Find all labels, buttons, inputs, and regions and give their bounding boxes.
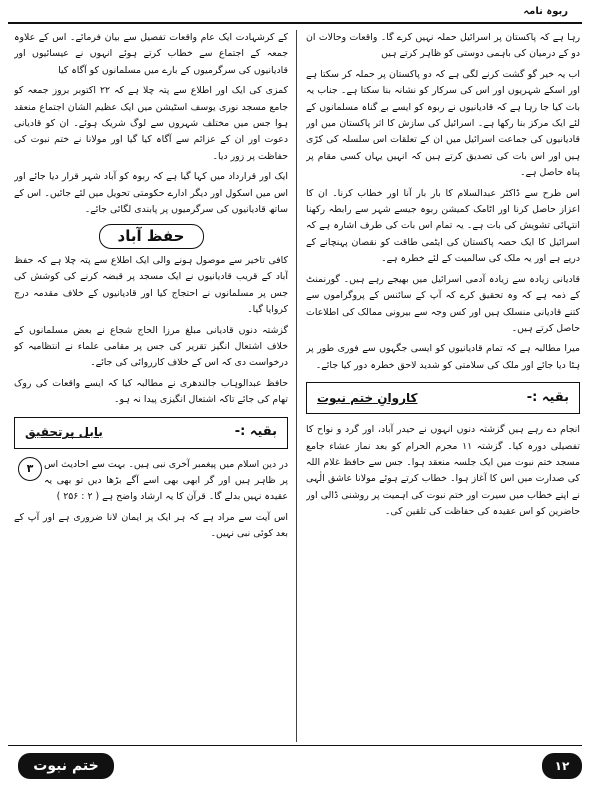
paragraph: اس طرح سے ڈاکٹر عبدالسلام کا بار بار آنا اور خطاب کرنا۔ ان کا اعزاز حاصل کرنا اور اٹامک کمیشن ربوہ جیسے شہر سے رابطہ رکھنا انتہائی تشویش کی بات ہے۔ یہ تمام اس بات کی طرف اشارہ ہے کہ اسرائیل کا ایک حصہ پاکستان کی ایٹمی طاقت کو نقصان پہنچانے کے درپے ہے اور یہ ملک کی سالمیت کے لئے خطرہ ہے۔ [306,187,580,265]
box-keyword: بقیہ :- [234,424,277,440]
paragraph: میرا مطالبہ ہے کہ تمام قادیانیوں کو ایسی جگہوں سے فوری طور پر ہٹا دیا جائے اور ملک کی سلامتی کو شدید لاحق خطرہ دور کیا جائے۔ [306,343,580,371]
left-column [14,30,288,745]
paragraph: رہا ہے کہ پاکستان پر اسرائیل حملہ نہیں کرے گا۔ واقعات وحالات ان دو کے درمیان کی باہمی دوستی کو ظاہر کرتے ہیں [306,32,580,60]
city-headline [14,224,288,248]
paragraph: گزشتہ دنوں قادیانی مبلغ مرزا الحاج شجاع نے بعض مسلمانوں کے خلاف اشتعال انگیز تقریر کی جس پر مقامی علماء نے انتظامیہ کو درخواست دی کہ اس کے خلاف کارروائی کی جائے۔ [14,324,288,369]
section-box-karwan [306,382,580,414]
paragraph: ایک اور قرارداد میں کہا گیا ہے کہ ربوہ کو آباد شہر قرار دیا جائے اور اس میں اسکول اور دیگر ادارے حکومتی تحویل میں لئے جائیں۔ اس کے ساتھ قادیانیوں کی سرگرمیوں پر پابندی لگائی جائے۔ [14,171,288,216]
paragraph: اس آیت سے مراد ہے کہ ہر ایک پر ایمان لانا ضروری ہے اور آپ کے بعد کوئی نبی نہیں۔ [14,511,288,540]
paragraph: در دین اسلام میں پیغمبر آخری نبی ہیں۔ بہت سے احادیث اس پر ظاہر ہیں اور گر ابھی بھی اسے آگے بڑھا دیں تو بھی یہ عقیدہ نہیں بدلے گا۔ قرآن کا یہ ارشاد واضح ہے ( ۲ : ۲۵۶ ) [44,458,288,503]
footer-rule [8,745,582,746]
footer-logo: ختم نبوت [18,753,114,779]
paragraph: حافظ عبدالوہاب جالندھری نے مطالبہ کیا کہ ایسے واقعات کی روک تھام کی جائے تاکہ اشتعال انگیزی پیدا نہ ہو۔ [14,377,288,406]
paragraph: اب یہ خیر گو گشت کرنے لگی ہے کہ دو پاکستان پر حملہ کر سکتا ہے اور اسکے شہریوں اور اس کی سرکار کو نشانہ بنا سکتا ہے۔ جناب یہ بات کیا جا رہا ہے کہ قادیانیوں نے ربوہ کو ایسے بے گناہ مسلمانوں کے لئے ایک مرکز بنا رکھا ہے۔ اسرائیل کی سازش کا اثر پاکستان میں اور قادیانیوں کی جماعت اسرائیل میں ان کے تعلقات اس سلسلہ کی کڑی ہیں اور اس بات کی تصدیق کرتے ہیں کہ انہیں یہاں کسی مقام پر پناہ حاصل ہے۔ [306,68,580,179]
column-divider [296,30,297,742]
box-title: کاروانِ ختم نبوت [317,390,418,405]
publication-title: ربوہ نامہ [523,6,568,17]
section-box-babel [14,417,288,449]
paragraph: انجام دے رہے ہیں گزشتہ دنوں انہوں نے حیدر آباد، اور گرد و نواح کا تفصیلی دورہ کیا۔ گزشتہ ۱۱ محرم الحرام کو بعد نماز عشاء جامع مسجد ختم نبوت میں ایک جلسہ منعقد ہوا۔ جس سے حافظ غلام اللہ کی صدارت میں اس کا آغاز ہوا۔ خطاب کرتے ہوئے مولانا عاشق الٰہی نے اپنے خطاب میں سیرت اور ختم نبوت کی اہمیت پر روشنی ڈالی اور حاضرین کو اس عقیدہ کی حفاظت کی تلقین کی۔ [306,424,580,518]
box-title: بابل پرتحقیق [25,425,103,440]
paragraph: کے کرشہادت ایک عام واقعات تفصیل سے بیان فرمائے۔ اس کے علاوہ جمعہ کے اجتماع سے خطاب کرتے ہوئے انہوں نے عیسائیوں اور قادیانیوں کی سرگرمیوں کے بارے میں مسلمانوں کو آگاہ کیا [14,32,288,76]
page-footer [14,753,582,781]
headline-text: حفظ آباد [99,224,204,248]
circle-number: ۳ [18,457,42,481]
paragraph: کافی تاخیر سے موصول ہونے والی ایک اطلاع سے پتہ چلا ہے کہ حفظ آباد کے قریب قادیانیوں نے ایک مسجد پر قبضہ کرنے کی کوشش کی جس پر مسلمانوں نے احتجاج کیا اور قادیانیوں کے خلاف مقدمہ درج کروایا گیا۔ [14,254,288,316]
box-keyword: بقیہ :- [526,389,569,405]
paragraph: کمزی کی ایک اور اطلاع سے پتہ چلا ہے کہ ۲۲ اکتوبر بروز جمعہ کو جامع مسجد نوری یوسف اسٹیشن میں ایک عظیم الشان اجتماع منعقد ہوا جس میں مختلف شہروں سے لوگ شریک ہوئے۔ ان کو قادیانی دعوت اور ان کے عزائم سے آگاہ کیا گیا اور مولانا نے ختم نبوت کی حفاظت پر زور دیا۔ [14,85,288,162]
paragraph: قادیانی زیادہ سے زیادہ آدمی اسرائیل میں بھیجے رہے ہیں۔ گورنمنٹ کے ذمہ ہے کہ وہ تحقیق کرے کہ آپ کے سائنس کے پروگراموں سے کتنے قادیانی منسلک ہیں اور کس وجہ سے بیرونی ممالک کی اطلاعات حاصل کرتے ہیں۔ [306,273,580,334]
right-column [306,30,580,745]
page-header [8,6,582,24]
page-number: ۱۲ [542,753,582,779]
